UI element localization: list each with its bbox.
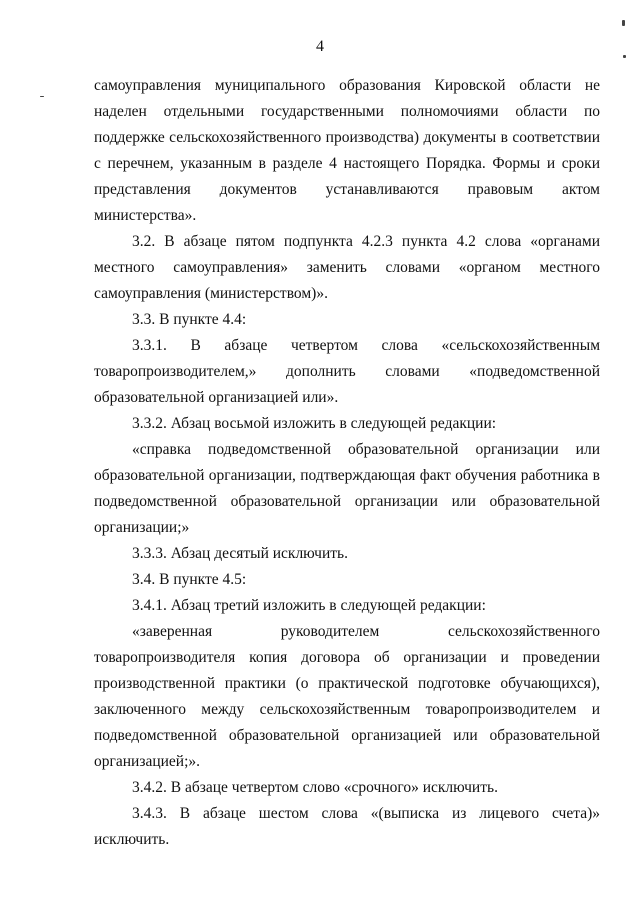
paragraph-3-4: 3.4. В пункте 4.5: xyxy=(132,571,247,588)
paragraph-3-3-2-quote: «справка подведомственной образовательной организации или образовательной организации, подтверждающая факт обучения работника в подведомственной образовательной организации или образовательной организации;» xyxy=(94,441,600,536)
paragraph-3-2: 3.2. В абзаце пятом подпункта 4.2.3 пункта 4.2 слова «органами местного самоуправления» заменить словами «органом местного самоуправления (министерством)». xyxy=(94,233,600,302)
paragraph-3-4-2: 3.4.2. В абзаце четвертом слово «срочного» исключить. xyxy=(132,779,498,796)
paragraph-3-3: 3.3. В пункте 4.4: xyxy=(132,311,247,328)
scan-mark xyxy=(622,20,625,26)
document-body xyxy=(94,73,600,853)
scan-mark xyxy=(623,55,626,58)
paragraph-continuation: самоуправления муниципального образования Кировской области не наделен отдельными государственными полномочиями области по поддержке сельскохозяйственного производства) документы в соответствии с перечнем, указанным в разделе 4 настоящего Порядка. Формы и сроки представления документов устанавливаются правовым актом министерства». xyxy=(94,77,600,224)
paragraph-3-3-3: 3.3.3. Абзац десятый исключить. xyxy=(132,545,348,562)
paragraph-3-4-3: 3.4.3. В абзаце шестом слова «(выписка из лицевого счета)» исключить. xyxy=(94,805,600,848)
paragraph-3-4-1-quote: «заверенная руководителем сельскохозяйственного товаропроизводителя копия договора об организации и проведении производственной практики (о практической подготовке обучающихся), заключенного между сельскохозяйственным товаропроизводителем и подведомственной образовательной организацией или образовательной организацией;». xyxy=(94,623,600,770)
page-number: 4 xyxy=(316,38,324,55)
paragraph-3-3-1: 3.3.1. В абзаце четвертом слова «сельскохозяйственным товаропроизводителем,» дополнить словами «подведомственной образовательной организацией или». xyxy=(94,337,600,406)
paragraph-3-3-2: 3.3.2. Абзац восьмой изложить в следующей редакции: xyxy=(132,415,497,432)
scan-mark xyxy=(40,96,44,97)
paragraph-3-4-1: 3.4.1. Абзац третий изложить в следующей редакции: xyxy=(132,597,486,614)
